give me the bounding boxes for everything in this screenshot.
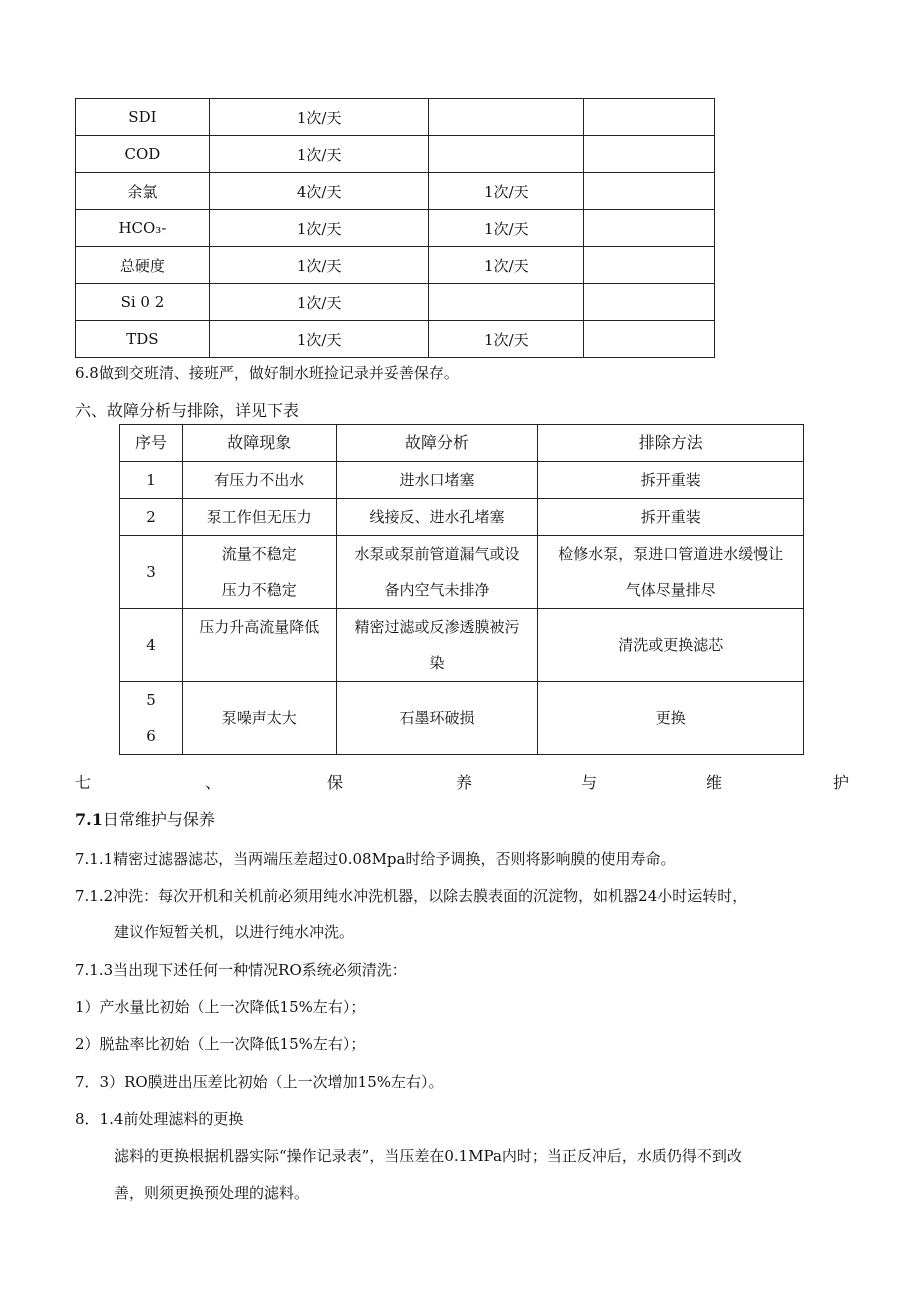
subsection-7-1-heading: 7.1日常维护与保养 [75, 810, 215, 829]
table-row [76, 136, 715, 173]
header-cell: 故障分析 [336, 425, 538, 462]
header-cell: 故障现象 [182, 425, 336, 462]
table-row [120, 682, 804, 755]
fix-cell: 拆开重装 [538, 462, 804, 499]
freq-cell: 1次/天 [209, 210, 429, 247]
freq-cell [584, 173, 715, 210]
no-cell: 4 [120, 609, 183, 682]
fix-cell: 更换 [538, 682, 804, 755]
monitoring-frequency-table [75, 98, 715, 358]
item-cell: 总硬度 [76, 247, 210, 284]
freq-cell: 1次/天 [429, 210, 584, 247]
freq-cell [584, 99, 715, 136]
header-cell: 排除方法 [538, 425, 804, 462]
freq-cell: 1次/天 [429, 247, 584, 284]
freq-cell: 1次/天 [209, 321, 429, 358]
freq-cell [429, 284, 584, 321]
paragraph-6-8: 6.8做到交班清、接班严，做好制水班捡记录并妥善保存。 [75, 364, 459, 382]
freq-cell [584, 247, 715, 284]
symptom-cell: 流量不稳定 压力不稳定 [182, 536, 336, 609]
freq-cell: 1次/天 [209, 99, 429, 136]
symptom-cell: 泵工作但无压力 [182, 499, 336, 536]
freq-cell [429, 136, 584, 173]
analysis-cell: 进水口堵塞 [336, 462, 538, 499]
paragraph-7-1-3: 7.1.3当出现下述任何一种情况RO系统必须清洗： [75, 961, 407, 979]
item-cell: 余氯 [76, 173, 210, 210]
item-cell: SDI [76, 99, 210, 136]
symptom-cell: 有压力不出水 [182, 462, 336, 499]
section-6-heading: 六、故障分析与排除，详见下表 [75, 401, 300, 420]
fault-analysis-table [119, 424, 804, 755]
freq-cell [584, 321, 715, 358]
list-item: 2）脱盐率比初始（上一次降低15%左右）； [75, 1035, 366, 1053]
table-row [76, 284, 715, 321]
table-row [76, 321, 715, 358]
header-cell: 序号 [120, 425, 183, 462]
paragraph-8-1-4: 8．1.4前处理滤料的更换 [75, 1110, 244, 1128]
table-row [120, 536, 804, 609]
fix-cell: 拆开重装 [538, 499, 804, 536]
freq-cell: 1次/天 [209, 284, 429, 321]
no-cell: 1 [120, 462, 183, 499]
table-row [76, 99, 715, 136]
freq-cell: 4次/天 [209, 173, 429, 210]
fix-cell: 检修水泵，泵进口管道进水缓慢让 气体尽量排尽 [538, 536, 804, 609]
table-row [76, 210, 715, 247]
table-row [76, 247, 715, 284]
freq-cell [584, 210, 715, 247]
item-cell: COD [76, 136, 210, 173]
freq-cell [429, 99, 584, 136]
freq-cell: 1次/天 [209, 136, 429, 173]
freq-cell [584, 284, 715, 321]
freq-cell: 1次/天 [429, 173, 584, 210]
paragraph-7-1-1: 7.1.1精密过滤器滤芯，当两端压差超过0.08Mpa时给予调换，否则将影响膜的使用寿命。 [75, 850, 676, 868]
item-cell: TDS [76, 321, 210, 358]
no-cell: 3 [120, 536, 183, 609]
item-cell: HCO₃- [76, 210, 210, 247]
no-cell: 5 6 [120, 682, 183, 755]
freq-cell: 1次/天 [209, 247, 429, 284]
list-item: 1）产水量比初始（上一次降低15%左右）； [75, 998, 366, 1016]
paragraph-7-1-2: 7.1.2冲洗：每次开机和关机前必须用纯水冲洗机器，以除去膜表面的沉淀物，如机器24小时运转时， [75, 887, 748, 905]
freq-cell: 1次/天 [429, 321, 584, 358]
paragraph-8-1-4-body-cont: 善，则须更换预处理的滤料。 [114, 1184, 310, 1202]
table-row [120, 462, 804, 499]
table-header-row [120, 425, 804, 462]
list-item: 7．3）RO膜进出压差比初始（上一次增加15%左右）。 [75, 1073, 444, 1091]
symptom-cell: 压力升高流量降低 [182, 609, 336, 682]
paragraph-7-1-2-cont: 建议作短暂关机，以进行纯水冲洗。 [114, 923, 355, 941]
analysis-cell: 石墨环破损 [336, 682, 538, 755]
symptom-cell: 泵噪声太大 [182, 682, 336, 755]
freq-cell [584, 136, 715, 173]
table-row [76, 173, 715, 210]
no-cell: 2 [120, 499, 183, 536]
item-cell: Si 0 2 [76, 284, 210, 321]
analysis-cell: 精密过滤或反渗透膜被污 染 [336, 609, 538, 682]
table-row [120, 499, 804, 536]
analysis-cell: 线接反、进水孔堵塞 [336, 499, 538, 536]
table-row [120, 609, 804, 682]
analysis-cell: 水泵或泵前管道漏气或设 备内空气未排净 [336, 536, 538, 609]
paragraph-8-1-4-body: 滤料的更换根据机器实际“操作记录表”，当压差在0.1MPa内时；当正反冲后，水质仍得不到改 [114, 1147, 742, 1165]
fix-cell: 清洗或更换滤芯 [538, 609, 804, 682]
